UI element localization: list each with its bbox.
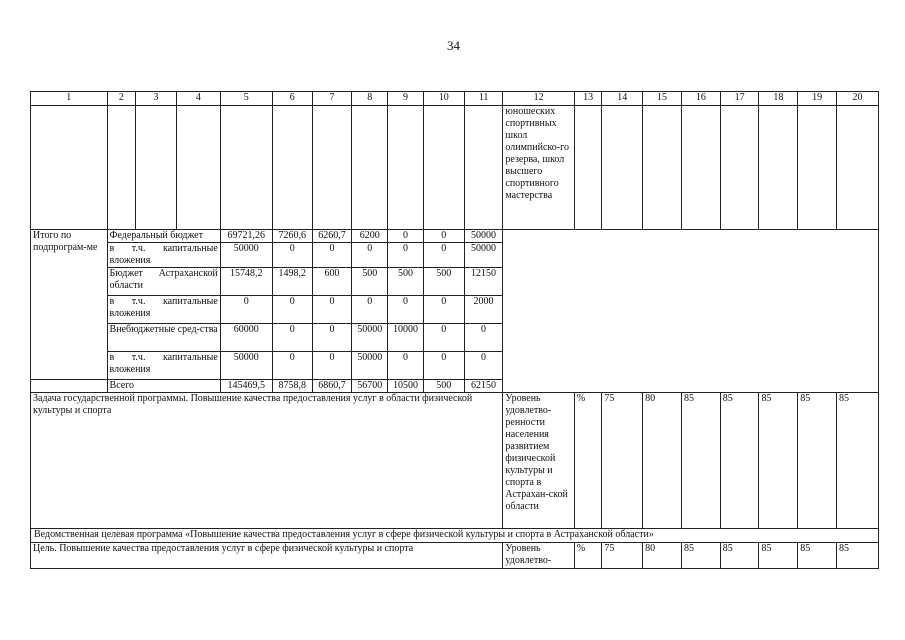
header-cell: 20 — [837, 92, 879, 106]
indicator-cell: юношеских спортивных школ олимпийско-го резерва, школ высшего спортивного мастерства — [503, 106, 574, 230]
funding-source: Федеральный бюджет — [107, 230, 220, 243]
value-cell: 6860,7 — [312, 380, 352, 393]
value-cell: 0 — [464, 352, 503, 380]
value-cell: 0 — [388, 352, 424, 380]
value-cell: 0 — [312, 296, 352, 324]
funding-source: в т.ч. капитальные вложения — [107, 296, 220, 324]
task-row — [31, 393, 879, 529]
table-cell — [136, 106, 177, 230]
value-cell: 50000 — [220, 243, 272, 268]
header-cell: 17 — [720, 92, 759, 106]
unit-cell: % — [574, 543, 602, 569]
funding-source: в т.ч. капитальные вложения — [107, 243, 220, 268]
value-cell: 6260,7 — [312, 230, 352, 243]
value-cell: 50000 — [352, 352, 388, 380]
table-cell — [602, 106, 643, 230]
vcp-text: Ведомственная целевая программа «Повышение качества предоставления услуг в сфере физической культуры и спорта в Астраханской области» — [31, 529, 879, 543]
table-cell — [643, 106, 682, 230]
value-cell: 0 — [312, 243, 352, 268]
header-cell: 13 — [574, 92, 602, 106]
program-table — [30, 91, 879, 569]
table-cell — [464, 106, 503, 230]
unit-cell: % — [574, 393, 602, 529]
value-cell: 0 — [388, 243, 424, 268]
value-cell: 0 — [423, 324, 464, 352]
funding-source: в т.ч. капитальные вложения — [107, 352, 220, 380]
value-cell: 10000 — [388, 324, 424, 352]
header-cell: 6 — [272, 92, 312, 106]
value-cell: 80 — [643, 543, 682, 569]
value-cell: 0 — [388, 230, 424, 243]
table-cell — [720, 106, 759, 230]
table-cell — [388, 106, 424, 230]
value-cell: 8758,8 — [272, 380, 312, 393]
header-cell: 8 — [352, 92, 388, 106]
table-cell — [798, 106, 837, 230]
header-cell: 12 — [503, 92, 574, 106]
table-cell — [31, 106, 108, 230]
page-number: 34 — [447, 38, 460, 53]
table-cell — [220, 106, 272, 230]
value-cell: 0 — [272, 243, 312, 268]
funding-source: Внебюджетные сред-ства — [107, 324, 220, 352]
value-cell: 50000 — [464, 243, 503, 268]
value-cell: 85 — [837, 393, 879, 529]
value-cell: 62150 — [464, 380, 503, 393]
table-cell — [107, 106, 136, 230]
table-cell — [352, 106, 388, 230]
table-cell — [272, 106, 312, 230]
value-cell: 85 — [837, 543, 879, 569]
value-cell: 60000 — [220, 324, 272, 352]
header-cell: 3 — [136, 92, 177, 106]
header-cell: 1 — [31, 92, 108, 106]
value-cell: 1498,2 — [272, 268, 312, 296]
value-cell: 600 — [312, 268, 352, 296]
value-cell: 80 — [643, 393, 682, 529]
value-cell: 0 — [272, 296, 312, 324]
value-cell: 69721,26 — [220, 230, 272, 243]
header-cell: 4 — [176, 92, 220, 106]
value-cell: 145469,5 — [220, 380, 272, 393]
table-cell — [423, 106, 464, 230]
indicator-cell: Уровень удовлетво- — [503, 543, 574, 569]
continuation-row — [31, 106, 879, 230]
header-cell: 7 — [312, 92, 352, 106]
value-cell: 0 — [388, 296, 424, 324]
value-cell: 15748,2 — [220, 268, 272, 296]
value-cell: 85 — [681, 543, 720, 569]
header-cell: 15 — [643, 92, 682, 106]
funding-source: Бюджет Астраханской области — [107, 268, 220, 296]
value-cell: 85 — [759, 543, 798, 569]
value-cell: 0 — [312, 352, 352, 380]
value-cell: 500 — [352, 268, 388, 296]
header-cell: 5 — [220, 92, 272, 106]
value-cell: 0 — [423, 230, 464, 243]
value-cell: 0 — [220, 296, 272, 324]
value-cell: 85 — [720, 393, 759, 529]
header-cell: 14 — [602, 92, 643, 106]
value-cell: 85 — [681, 393, 720, 529]
value-cell: 2000 — [464, 296, 503, 324]
value-cell: 0 — [423, 296, 464, 324]
vcp-row — [31, 529, 879, 543]
value-cell: 0 — [312, 324, 352, 352]
goal-row — [31, 543, 879, 569]
value-cell: 0 — [272, 352, 312, 380]
table-cell — [759, 106, 798, 230]
value-cell: 50000 — [464, 230, 503, 243]
table-cell — [312, 106, 352, 230]
subtotal-label: Итого по подпрограм-ме — [31, 230, 108, 380]
value-cell: 85 — [798, 543, 837, 569]
value-cell: 6200 — [352, 230, 388, 243]
value-cell: 56700 — [352, 380, 388, 393]
value-cell: 75 — [602, 543, 643, 569]
table-cell — [681, 106, 720, 230]
value-cell: 85 — [759, 393, 798, 529]
value-cell: 75 — [602, 393, 643, 529]
value-cell: 12150 — [464, 268, 503, 296]
table-cell — [31, 380, 108, 393]
table-cell — [837, 106, 879, 230]
value-cell: 0 — [352, 296, 388, 324]
value-cell: 0 — [423, 243, 464, 268]
value-cell: 85 — [720, 543, 759, 569]
funding-source: Всего — [107, 380, 220, 393]
header-cell: 18 — [759, 92, 798, 106]
value-cell: 10500 — [388, 380, 424, 393]
value-cell: 85 — [798, 393, 837, 529]
task-text: Задача государственной программы. Повышение качества предоставления услуг в области физической культуры и спорта — [31, 393, 503, 529]
value-cell: 500 — [388, 268, 424, 296]
header-cell: 16 — [681, 92, 720, 106]
value-cell: 500 — [423, 268, 464, 296]
table-cell — [176, 106, 220, 230]
table-cell — [574, 106, 602, 230]
value-cell: 50000 — [352, 324, 388, 352]
header-cell: 2 — [107, 92, 136, 106]
value-cell: 500 — [423, 380, 464, 393]
value-cell: 50000 — [220, 352, 272, 380]
header-cell: 11 — [464, 92, 503, 106]
empty-merged-cell — [503, 230, 879, 393]
column-numbers-row — [31, 92, 879, 106]
value-cell: 0 — [272, 324, 312, 352]
indicator-cell: Уровень удовлетво-ренности населения развитием физической культуры и спорта в Астрахан-ской области — [503, 393, 574, 529]
value-cell: 0 — [464, 324, 503, 352]
header-cell: 9 — [388, 92, 424, 106]
value-cell: 7260,6 — [272, 230, 312, 243]
header-cell: 19 — [798, 92, 837, 106]
value-cell: 0 — [352, 243, 388, 268]
header-cell: 10 — [423, 92, 464, 106]
goal-text: Цель. Повышение качества предоставления услуг в сфере физической культуры и спорта — [31, 543, 503, 569]
value-cell: 0 — [423, 352, 464, 380]
table-row — [31, 230, 879, 243]
